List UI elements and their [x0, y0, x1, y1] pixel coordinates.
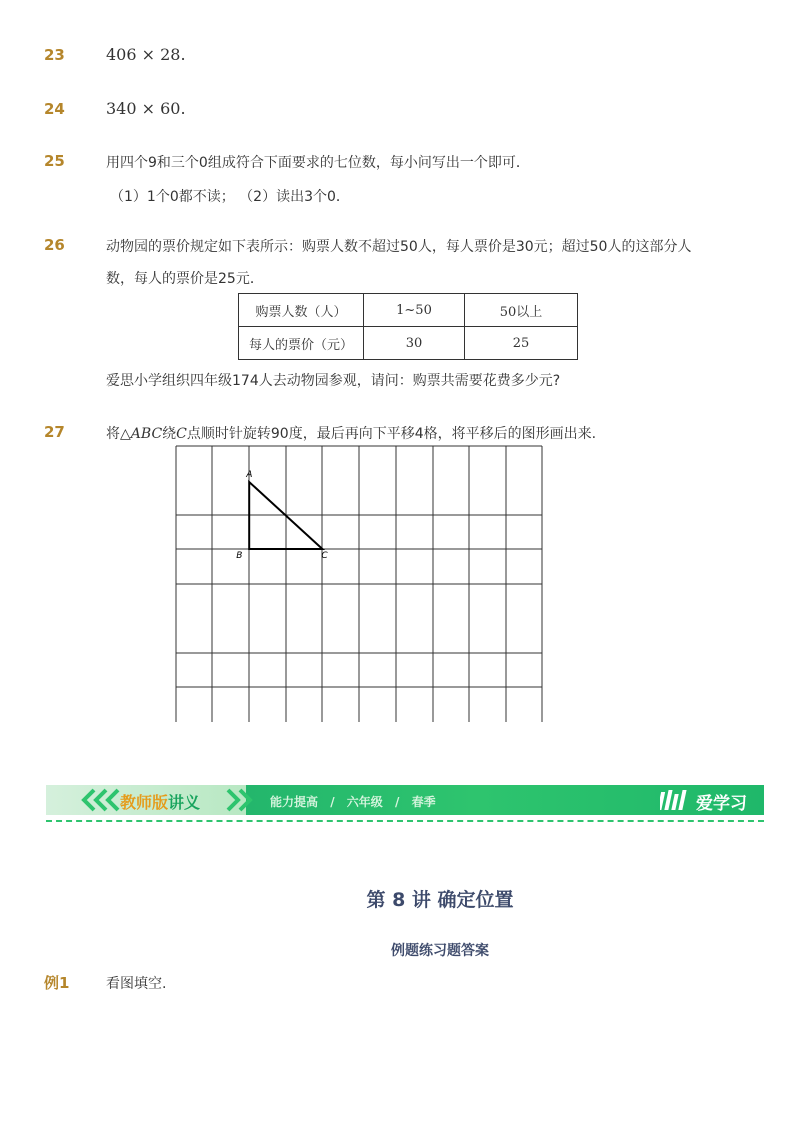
question-text-26-after: 爱思小学组织四年级174人去动物园参观，请问：购票共需要花费多少元?: [106, 373, 561, 389]
table-cell: 30: [364, 327, 465, 360]
brand-logo-icon: [660, 788, 694, 812]
lecture-title: 第 8 讲 确定位置: [366, 889, 514, 911]
question-sub-25: （1）1个0都不读； （2）读出3个0．: [110, 189, 350, 205]
question-text-24: 340 × 60.: [106, 99, 186, 118]
breadcrumb-item: 春季: [411, 795, 436, 809]
table-cell: 50以上: [465, 294, 578, 327]
brand-name: 爱学习: [696, 794, 747, 814]
text-fragment: 点顺时针旋转90度，最后再向下平移4格，将平移后的图形画出来.: [186, 426, 597, 442]
breadcrumb-item: 六年级: [346, 795, 383, 809]
banner-divider: [46, 820, 764, 822]
ticket-price-table: [238, 293, 578, 360]
double-chevron-right-icon: [224, 788, 264, 812]
breadcrumb-separator: /: [394, 795, 400, 809]
question-text-23: 406 × 28.: [106, 45, 186, 64]
banner-title-part2: 讲义: [168, 793, 201, 812]
text-fragment: 绕: [162, 426, 177, 442]
point-label-b: B: [236, 551, 243, 561]
square-grid: [170, 440, 550, 725]
example-label: 例1: [44, 974, 70, 992]
question-text-26-line1: 动物园的票价规定如下表所示：购票人数不超过50人，每人票价是30元；超过50人的这部分人: [106, 239, 692, 255]
question-number-25: 25: [44, 152, 65, 170]
lecture-subtitle: 例题练习题答案: [391, 943, 489, 959]
header-banner: [46, 785, 764, 815]
table-row: [239, 294, 578, 327]
banner-title-part1: 教师版: [120, 793, 169, 812]
table-cell: 购票人数（人）: [239, 294, 364, 327]
point-name: C: [176, 426, 187, 442]
table-cell: 25: [465, 327, 578, 360]
point-label-c: C: [321, 551, 328, 561]
table-row: [239, 327, 578, 360]
text-fragment: 将△: [106, 426, 131, 442]
table-cell: 1~50: [364, 294, 465, 327]
breadcrumb: [270, 793, 436, 810]
example-text: 看图填空.: [106, 976, 167, 992]
question-number-27: 27: [44, 423, 65, 441]
table-cell: 每人的票价（元）: [239, 327, 364, 360]
point-label-a: A: [246, 470, 253, 480]
triangle-name: ABC: [130, 426, 163, 442]
breadcrumb-item: 能力提高: [270, 795, 319, 809]
question-number-26: 26: [44, 236, 65, 254]
question-number-24: 24: [44, 100, 65, 118]
question-text-26-line2: 数，每人的票价是25元．: [106, 271, 264, 287]
banner-title: [120, 790, 200, 813]
question-text-25: 用四个9和三个0组成符合下面要求的七位数，每小问写出一个即可．: [106, 155, 530, 171]
grid-lines: [176, 446, 542, 722]
breadcrumb-separator: /: [330, 795, 335, 809]
question-number-23: 23: [44, 46, 65, 64]
